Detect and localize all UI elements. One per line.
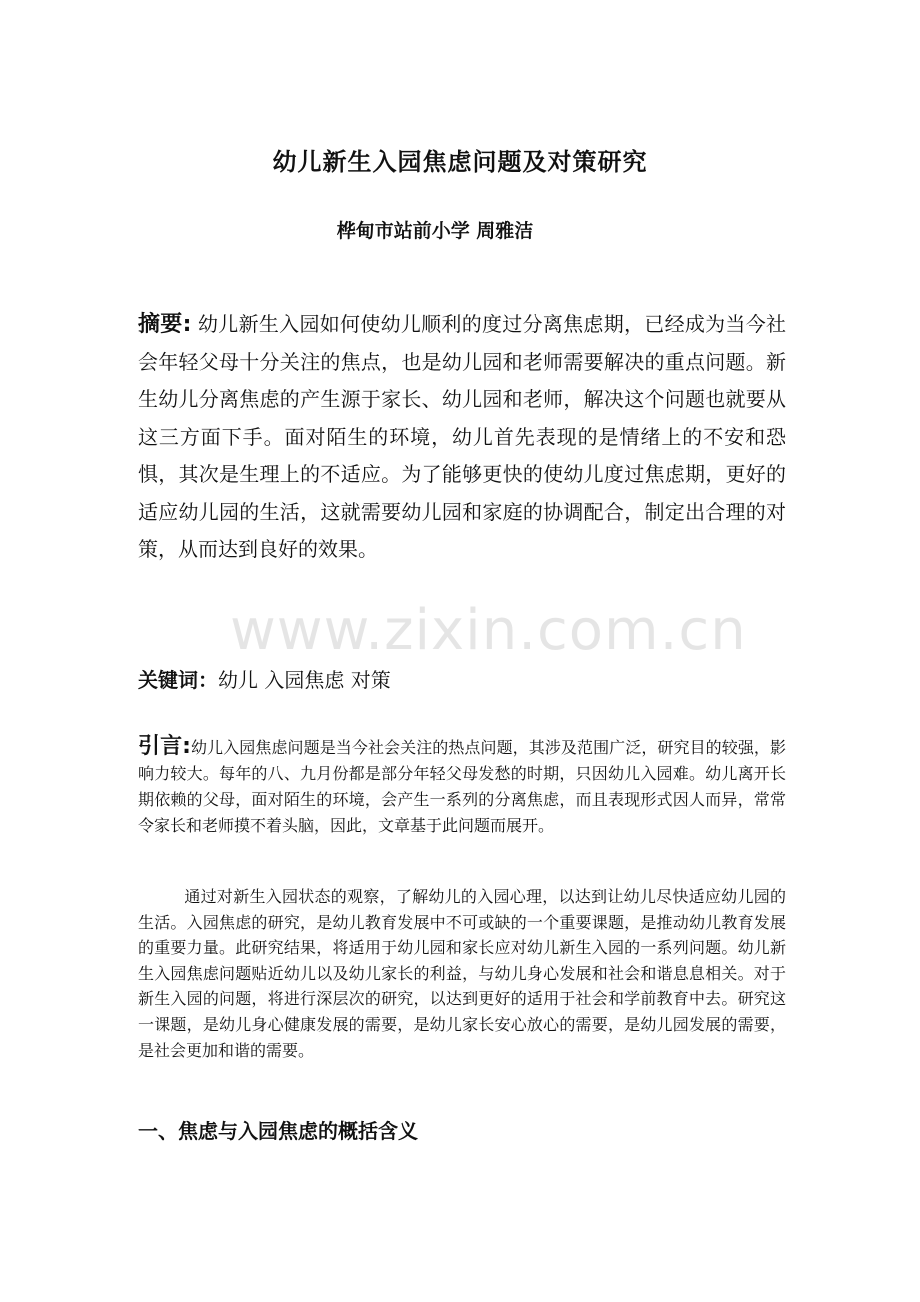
watermark: www.zixin.com.cn [230,598,747,663]
intro-text: 幼儿入园焦虑问题是当今社会关注的热点问题，其涉及范围广泛，研究目的较强，影响力较大。每年的八、九月份都是部分年轻父母发愁的时期，只因幼儿入园难。幼儿离开长期依赖的父母，面对陌生的环境，会产生一系列的分离焦虑，而且表现形式因人而异，常常令家长和老师摸不着头脑，因此，文章基于此问题而展开。 [138,738,786,835]
keywords-line [138,664,391,693]
keywords-label: 关键词： [138,668,218,692]
intro-paragraph [138,734,786,839]
body-paragraph: 通过对新生入园状态的观察，了解幼儿的入园心理，以达到让幼儿尽快适应幼儿园的生活。入园焦虑的研究，是幼儿教育发展中不可或缺的一个重要课题，是推动幼儿教育发展的重要力量。此研究结果，将适用于幼儿园和家长应对幼儿新生入园的一系列问题。幼儿新生入园焦虑问题贴近幼儿以及幼儿家长的利益，与幼儿身心发展和社会和谐息息相关。对于新生入园的问题，将进行深层次的研究，以达到更好的适用于社会和学前教育中去。研究这一课题，是幼儿身心健康发展的需要，是幼儿家长安心放心的需要，是幼儿园发展的需要，是社会更加和谐的需要。 [138,887,786,1060]
abstract-paragraph [138,306,786,569]
document-title: 幼儿新生入园焦虑问题及对策研究 [272,148,648,176]
abstract-label: 摘要: [138,312,192,337]
intro-label: 引言: [138,734,191,759]
section-heading: 一、焦虑与入园焦虑的概括含义 [138,1119,418,1143]
abstract-text: 幼儿新生入园如何使幼儿顺利的度过分离焦虑期，已经成为当今社会年轻父母十分关注的焦点，也是幼儿园和老师需要解决的重点问题。新生幼儿分离焦虑的产生源于家长、幼儿园和老师，解决这个问题也就要从这三方面下手。面对陌生的环境，幼儿首先表现的是情绪上的不安和恐惧，其次是生理上的不适应。为了能够更快的使幼儿度过焦虑期，更好的适应幼儿园的生活，这就需要幼儿园和家庭的协调配合，制定出合理的对策，从而达到良好的效果。 [138,312,786,561]
keywords-text: 幼儿 入园焦虑 对策 [218,668,391,692]
author-line: 桦甸市站前小学 周雅洁 [336,220,534,242]
